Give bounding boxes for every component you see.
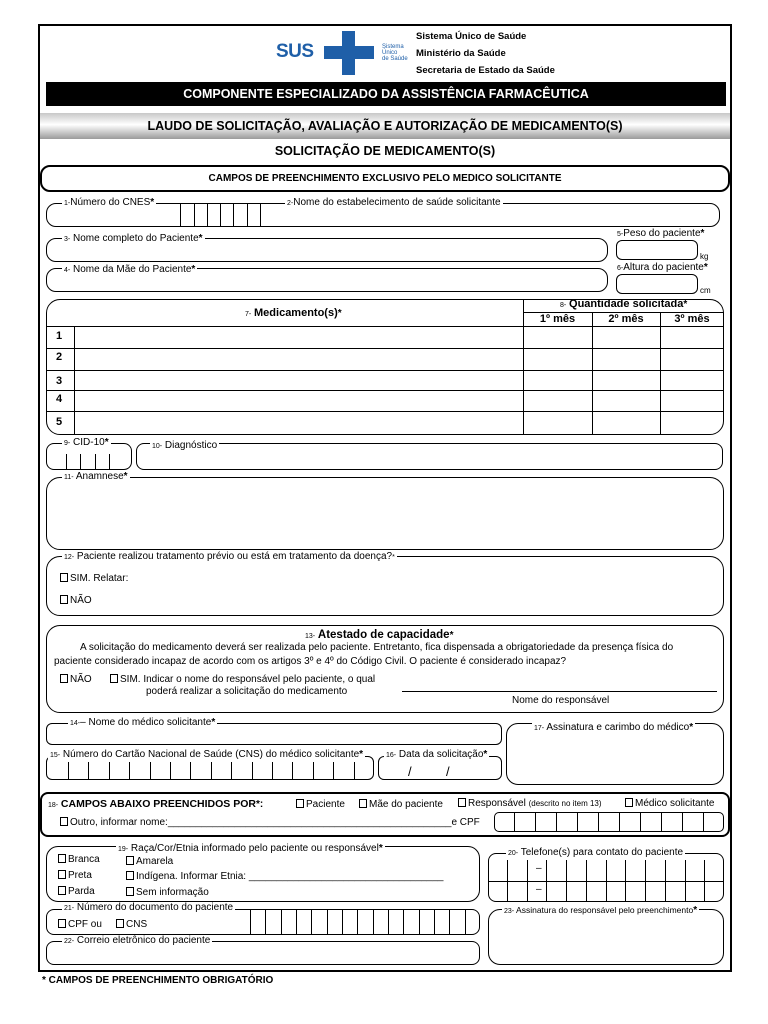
checkbox-icon[interactable] [60, 817, 68, 826]
patient-doc-cns[interactable]: CNS [116, 919, 147, 931]
cnes-divider [260, 203, 261, 227]
capacity-label: 13- Atestado de capacidade* [305, 629, 454, 641]
anamnesis-box[interactable] [46, 477, 724, 550]
establishment-label: 2-Nome do estabelecimento de saúde solicitante [287, 197, 501, 208]
checkbox-icon[interactable] [625, 798, 633, 807]
component-title: COMPONENTE ESPECIALIZADO DA ASSISTÊNCIA FARMACÊUTICA [183, 87, 589, 101]
med-row-line-3 [46, 390, 724, 391]
race-branca[interactable]: Branca [58, 854, 100, 866]
laudo-title: LAUDO DE SOLICITAÇÃO, AVALIAÇÃO E AUTORIZAÇÃO DE MEDICAMENTO(S) [147, 119, 623, 133]
row-number-4: 4 [56, 393, 63, 405]
mother-name-label: 4- Nome da Mãe do Paciente* [64, 264, 196, 275]
med-row-line-2 [46, 370, 724, 371]
phone-row-line [488, 881, 724, 882]
responsible-signature-label: 23- Assinatura do responsável pelo preenchimento* [504, 905, 698, 916]
logo-subtext [382, 44, 408, 62]
month-3-header: 3º mês [674, 313, 710, 325]
prior-treatment-label: 12- Paciente realizou tratamento prévio ou está em tratamento da doença?* [64, 551, 395, 562]
diagnosis-box[interactable] [136, 443, 723, 470]
cnes-cells[interactable] [168, 203, 260, 227]
capacity-text-1: A solicitação do medicamento deverá ser realizada pelo paciente. Entretanto, fica dispensada a obrigatoriedade da presença física do [80, 642, 674, 653]
checkbox-icon[interactable] [458, 798, 466, 807]
med-num-col [74, 326, 75, 435]
race-label: 19- Raça/Cor/Etnia informado pelo paciente ou responsável* [118, 843, 383, 854]
cid-cells[interactable] [66, 454, 110, 470]
org-line-1: Sistema Único de Saúde [416, 31, 527, 42]
phone-dash-1: – [536, 863, 542, 874]
checkbox-icon[interactable] [296, 799, 304, 808]
doctor-cns-cells[interactable] [68, 760, 374, 780]
checkbox-icon[interactable] [110, 674, 118, 683]
anamnesis-label: 11- Anamnese* [64, 471, 128, 482]
checkbox-icon[interactable] [126, 856, 134, 865]
checkbox-icon[interactable] [58, 870, 66, 879]
row-number-2: 2 [56, 351, 63, 363]
row-number-3: 3 [56, 375, 63, 387]
filled-by-responsible[interactable]: Responsável (descrito no item 13) [458, 798, 602, 810]
race-indigena[interactable]: Indígena. Informar Etnia: ___________________________________ [126, 871, 444, 883]
capacity-nao[interactable]: NÃO [60, 674, 92, 686]
org-line-2: Ministério da Saúde [416, 48, 506, 59]
sus-logo-text: SUS [276, 41, 314, 62]
patient-doc-cpf[interactable]: CPF ou [58, 919, 102, 931]
row-number-5: 5 [56, 416, 63, 428]
checkbox-icon[interactable] [126, 871, 134, 880]
checkbox-icon[interactable] [126, 887, 134, 896]
filled-by-label: 18- CAMPOS ABAIXO PREENCHIDOS POR*: [48, 798, 264, 810]
month-2-header: 2º mês [608, 313, 644, 325]
patient-doc-label: 21- Número do documento do paciente [64, 902, 234, 913]
doctor-signature-label: 17- Assinatura e carimbo do médico* [534, 722, 694, 733]
capacity-text-2: paciente considerado incapaz de acordo com os artigos 3º e 4º do Código Civil. O paciente é considerado incapaz? [54, 656, 567, 667]
qty-col-3 [660, 312, 661, 435]
sus-logo [276, 31, 416, 75]
prior-treatment-nao[interactable]: NÃO [60, 595, 92, 607]
checkbox-icon[interactable] [359, 799, 367, 808]
height-unit: cm [700, 286, 711, 295]
medication-header: 7- Medicamento(s)* [245, 307, 342, 319]
logo-sub-2: Único [382, 50, 398, 56]
weight-unit: kg [700, 252, 709, 261]
checkbox-icon[interactable] [60, 573, 68, 582]
qty-col-2 [592, 312, 593, 435]
checkbox-icon[interactable] [58, 886, 66, 895]
checkbox-icon[interactable] [58, 919, 66, 928]
checkbox-icon[interactable] [60, 674, 68, 683]
prior-treatment-sim[interactable]: SIM. Relatar: [60, 573, 128, 585]
weight-box[interactable] [616, 240, 698, 260]
solicitacao-title: SOLICITAÇÃO DE MEDICAMENTO(S) [274, 144, 496, 158]
responsible-name-caption: Nome do responsável [512, 695, 610, 706]
capacity-sim[interactable]: SIM. Indicar o nome do responsável pelo paciente, o qual [110, 674, 375, 686]
filled-by-other[interactable]: Outro, informar nome:___________________________________________________e CPF [60, 817, 480, 829]
med-row-line-4 [46, 411, 724, 412]
responsible-name-line[interactable] [402, 691, 717, 692]
exclusive-fields-title: CAMPOS DE PREENCHIMENTO EXCLUSIVO PELO MEDICO SOLICITANTE [208, 173, 562, 184]
filled-by-mother[interactable]: Mãe do paciente [359, 799, 443, 811]
diagnosis-label: 10- Diagnóstico [152, 440, 218, 451]
prior-treatment-box [46, 556, 724, 616]
row-number-1: 1 [56, 330, 63, 342]
phone-dash-2: – [536, 884, 542, 895]
email-label: 22- Correio eletrônico do paciente [64, 935, 211, 946]
patient-doc-cells[interactable] [250, 909, 480, 935]
logo-sub-1: Sistema [382, 44, 404, 50]
weight-label: 5-Peso do paciente* [617, 228, 705, 239]
height-box[interactable] [616, 274, 698, 294]
race-amarela[interactable]: Amarela [126, 856, 173, 868]
doctor-name-label: 14-– Nome do médico solicitante* [70, 717, 216, 728]
date-slash-1: / [408, 764, 412, 779]
height-label: 6-Altura do paciente* [617, 262, 708, 273]
org-line-3: Secretaria de Estado da Saúde [416, 65, 555, 76]
required-fields-note: * CAMPOS DE PREENCHIMENTO OBRIGATÓRIO [42, 975, 274, 986]
request-date-label: 16- Data da solicitação* [386, 749, 488, 760]
race-sem-info[interactable]: Sem informação [126, 887, 209, 899]
cnes-label: 1-Número do CNES* [64, 197, 155, 208]
cid-label: 9- CID-10* [64, 437, 109, 448]
date-slash-2: / [446, 764, 450, 779]
race-parda[interactable]: Parda [58, 886, 95, 898]
phone-label: 20- Telefone(s) para contato do paciente [508, 847, 684, 858]
month-1-header: 1º mês [539, 313, 576, 325]
filled-by-patient[interactable]: Paciente [296, 799, 345, 811]
cross-icon [324, 31, 380, 75]
logo-sub-3: de Saúde [382, 56, 408, 62]
checkbox-icon[interactable] [58, 854, 66, 863]
race-preta[interactable]: Preta [58, 870, 92, 882]
filled-by-doctor[interactable]: Médico solicitante [625, 798, 714, 810]
checkbox-icon[interactable] [116, 919, 124, 928]
med-header-line [46, 326, 724, 327]
med-row-line-1 [46, 348, 724, 349]
other-cpf-cells[interactable] [494, 812, 724, 832]
capacity-sim-cont: poderá realizar a solicitação do medicamento [146, 686, 348, 697]
quantity-header: 8- Quantidade solicitada* [560, 298, 688, 310]
checkbox-icon[interactable] [60, 595, 68, 604]
patient-name-label: 3- Nome completo do Paciente* [64, 233, 203, 244]
doctor-cns-label: 15- Número do Cartão Nacional de Saúde (CNS) do médico solicitante* [50, 749, 364, 760]
